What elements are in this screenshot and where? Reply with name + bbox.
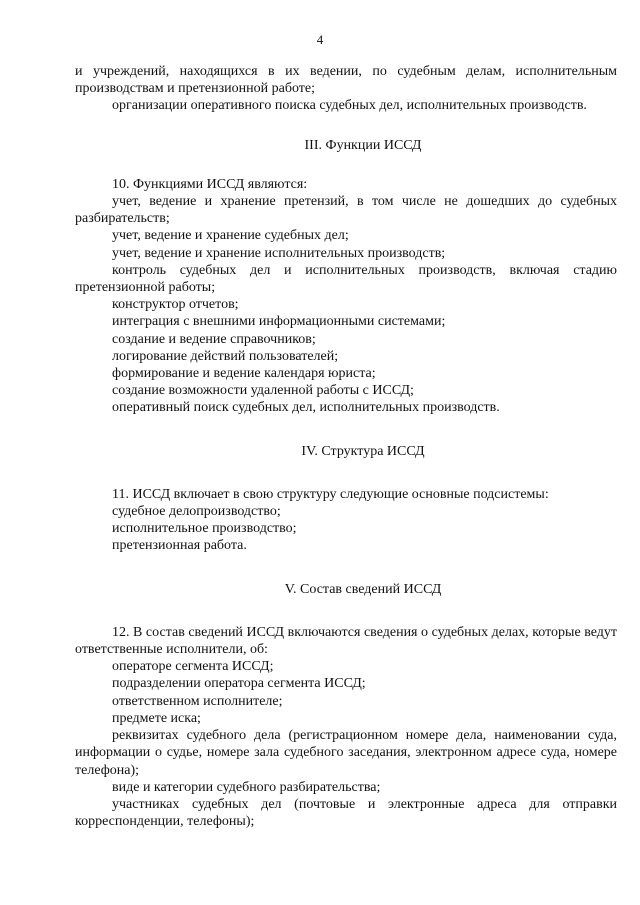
section-3-lead: 10. Функциями ИССД являются: [112, 176, 308, 192]
subsystem-item: судебное делопроизводство; [112, 504, 281, 520]
function-item: логирование действий пользователей; [112, 348, 339, 364]
info-item: операторе сегмента ИССД; [112, 659, 274, 675]
intro-paragraph-2: организации оперативного поиска судебных дел, исполнительных производств. [112, 98, 587, 114]
info-item: подразделении оператора сегмента ИССД; [112, 676, 366, 692]
page-number: 4 [316, 32, 324, 47]
function-item: учет, ведение и хранение исполнительных производств; [112, 245, 446, 261]
section-3-heading: III. Функции ИССД [304, 137, 422, 153]
function-item: интеграция с внешними информационными системами; [112, 314, 446, 330]
function-item: оперативный поиск судебных дел, исполнительных производств. [112, 400, 500, 416]
intro-paragraph-1: и учреждений, находящихся в их ведении, по судебным делам, исполнительным производствам и претензионной работе; [75, 64, 617, 97]
section-4-heading: IV. Структура ИССД [301, 443, 425, 459]
document-body [75, 63, 617, 830]
info-item: ответственном исполнителе; [112, 693, 283, 709]
info-item: предмете иска; [112, 710, 201, 726]
section-4-lead: 11. ИССД включает в свою структуру следующие основные подсистемы: [112, 486, 549, 502]
section-5-heading: V. Состав сведений ИССД [284, 581, 442, 597]
function-item: учет, ведение и хранение судебных дел; [112, 228, 349, 244]
info-item: реквизитах судебного дела (регистрационном номере дела, наименовании суда, информации о судье, номере зала судебного заседания, электронном адресе суда, номере телефона); [75, 728, 617, 778]
info-item: виде и категории судебного разбирательства; [112, 779, 381, 795]
function-item: создание возможности удаленной работы с ИССД; [112, 383, 414, 399]
function-item: контроль судебных дел и исполнительных производств, включая стадию претензионной работы; [75, 262, 617, 296]
function-item: создание и ведение справочников; [112, 331, 316, 347]
info-item: участниках судебных дел (почтовые и электронные адреса для отправки корреспонденции, телефоны); [75, 796, 617, 830]
function-item: конструктор отчетов; [112, 297, 239, 313]
subsystem-item: исполнительное производство; [112, 521, 297, 537]
function-item: учет, ведение и хранение претензий, в том числе не дошедших до судебных разбирательств; [75, 194, 617, 227]
subsystem-item: претензионная работа. [112, 538, 247, 554]
section-5-lead: 12. В состав сведений ИССД включаются сведения о судебных делах, которые ведут ответственные исполнители, об: [75, 624, 617, 658]
function-item: формирование и ведение календаря юриста; [112, 366, 376, 382]
